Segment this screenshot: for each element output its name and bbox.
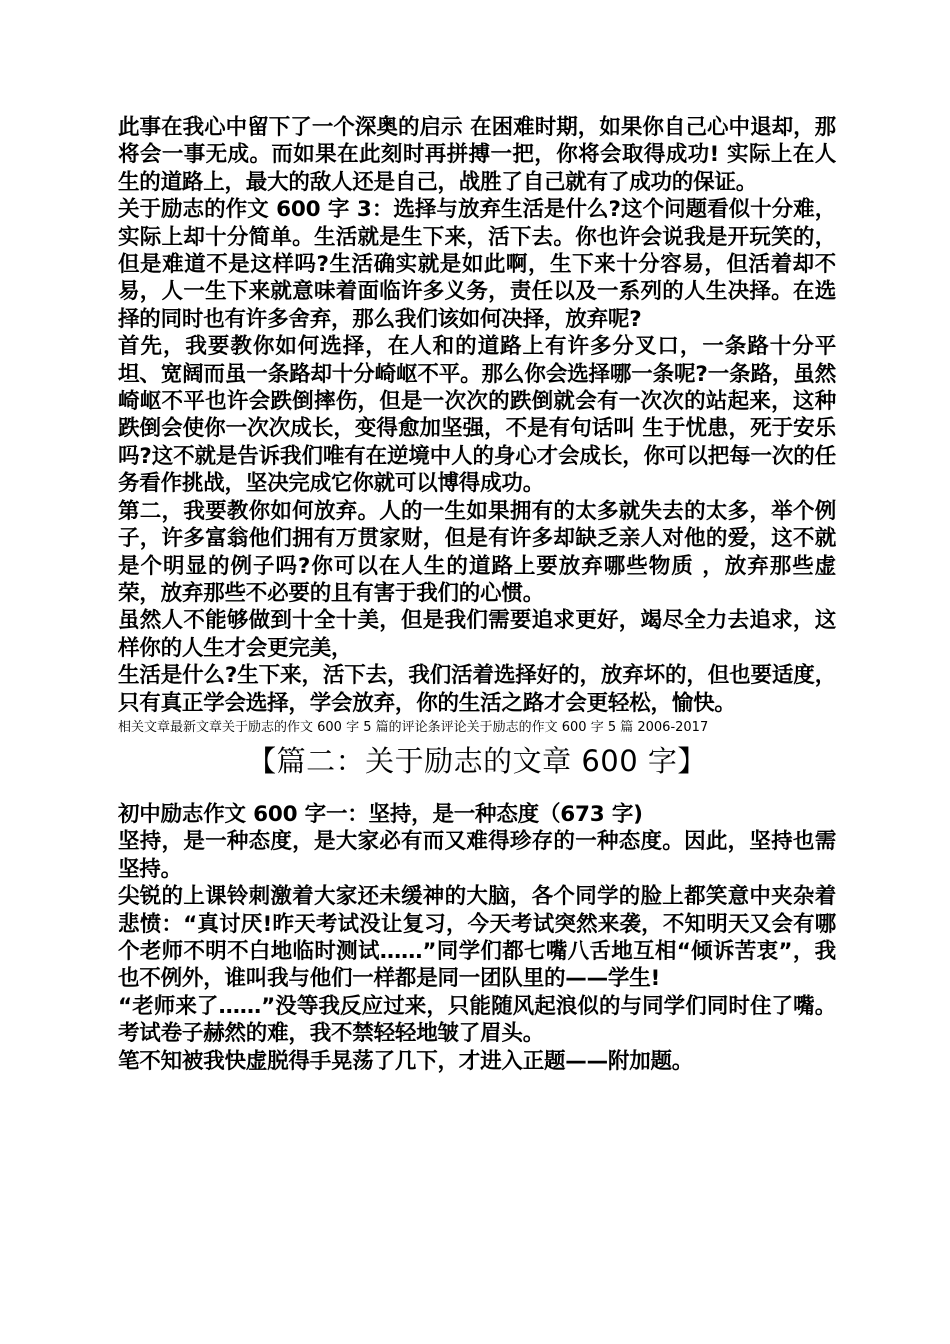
section-title: 【篇二：关于励志的文章 600 字】 bbox=[247, 743, 707, 778]
paragraph: “老师来了……”没等我反应过来，只能随风起浪似的与同学们同时住了嘴。考试卷子赫然的难，我不禁轻轻地皱了眉头。 bbox=[118, 993, 836, 1047]
document-page bbox=[118, 114, 836, 1075]
spacer bbox=[118, 781, 836, 801]
paragraph: 坚持，是一种态度，是大家必有而又难得珍存的一种态度。因此，坚持也需坚持。 bbox=[118, 829, 836, 882]
related-articles-line: 相关文章最新文章关于励志的作文 600 字 5 篇的评论条评论关于励志的作文 600 字 5 篇 2006-2017 bbox=[118, 719, 709, 735]
paragraph: 笔不知被我快虚脱得手晃荡了几下，才进入正题——附加题。 bbox=[118, 1048, 694, 1074]
paragraph: 第二，我要教你如何放弃。人的一生如果拥有的太多就失去的太多，举个例子，许多富翁他们拥有万贯家财，但是有许多却缺乏亲人对他的爱，这不就是个明显的例子吗?你可以在人生的道路上要放弃哪些物质 ，放弃那些虚荣，放弃那些不必要的且有害于我们的心惯。 bbox=[118, 498, 836, 606]
paragraph: 生活是什么?生下来，活下去，我们活着选择好的，放弃坏的，但也要适度，只有真正学会选择，学会放弃，你的生活之路才会更轻松，愉快。 bbox=[118, 663, 836, 716]
paragraph: 首先，我要教你如何选择，在人和的道路上有许多分叉口，一条路十分平坦、宽阔而虽一条路却十分崎岖不平。那么你会选择哪一条呢?一条路，虽然崎岖不平也许会跌倒摔伤，但是一次次的跌倒就会有一次次的站起来，这种跌倒会使你一次次成长，变得愈加坚强，不是有句话叫 生于忧患，死于安乐 吗?这不就是告诉我们唯有在逆境中人的身心才会成长，你可以把每一次的任务看作挑战，坚决完成它你就可以博得成功。 bbox=[118, 334, 836, 497]
paragraph: 关于励志的作文 600 字 3：选择与放弃生活是什么?这个问题看似十分难，实际上却十分简单。生活就是生下来，活下去。你也许会说我是开玩笑的，但是难道不是这样吗?生活确实就是如此啊，生下来十分容易，但活着却不易，人一生下来就意味着面临许多义务，责任以及一系列的人生决择。在选择的同时也有许多舍弃，那么我们该如何决择，放弃呢? bbox=[118, 197, 836, 332]
paragraph: 虽然人不能够做到十全十美，但是我们需要追求更好，竭尽全力去追求，这样你的人生才会更完美， bbox=[118, 608, 836, 661]
paragraph: 尖锐的上课铃刺激着大家还未缓神的大脑，各个同学的脸上都笑意中夹杂着悲愤：“真讨厌!昨天考试没让复习，今天考试突然来袭，不知明天又会有哪个老师不明不白地临时测试……”同学们都七嘴八舌地互相“倾诉苦衷”，我也不例外，谁叫我与他们一样都是同一团队里的——学生! bbox=[118, 884, 836, 992]
article-heading: 初中励志作文 600 字一：坚持，是一种态度（673 字) bbox=[118, 801, 643, 827]
paragraph: 此事在我心中留下了一个深奥的启示 在困难时期，如果你自己心中退却，那将会一事无成。而如果在此刻时再拼搏一把，你将会取得成功! 实际上在人生的道路上，最大的敌人还是自己，战胜了自己就有了成功的保证。 bbox=[118, 115, 836, 195]
